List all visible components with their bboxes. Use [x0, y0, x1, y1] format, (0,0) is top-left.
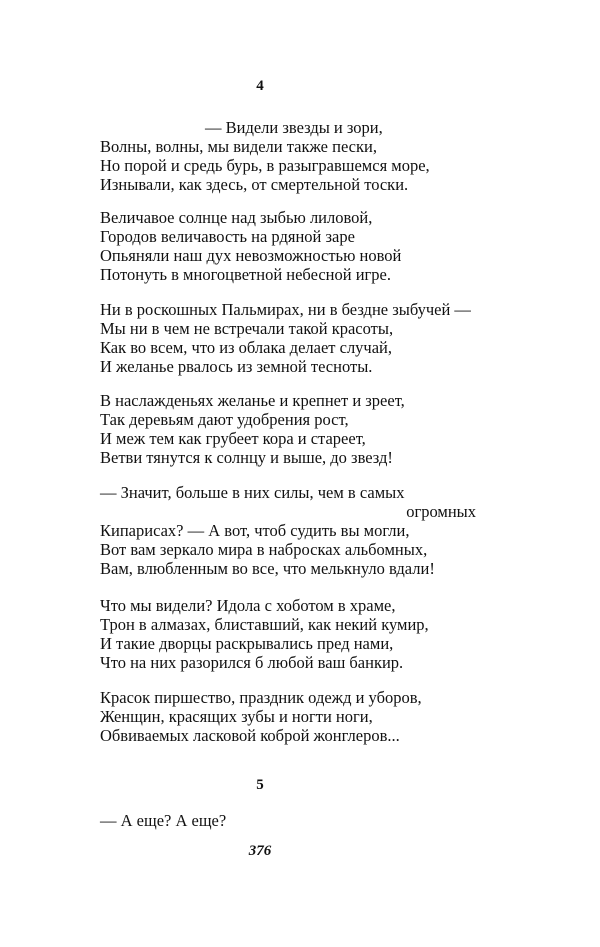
stanza-7 — [100, 688, 490, 745]
stanza-1 — [100, 118, 490, 194]
stanza-6 — [100, 596, 490, 672]
poem-line: — Значит, больше в них силы, чем в самых — [100, 483, 405, 502]
stanza-2 — [100, 208, 490, 284]
stanza-4 — [100, 391, 490, 467]
poem-line: Кипарисах? — А вот, чтоб судить вы могли, — [100, 521, 410, 540]
poem-line: Мы ни в чем не встречали такой красоты, — [100, 319, 394, 338]
poem-line: — Видели звезды и зори, — [205, 118, 383, 137]
section-number-5: 5 — [256, 777, 264, 793]
poem-line: Величавое солнце над зыбью лиловой, — [100, 208, 373, 227]
stanza-5 — [100, 483, 490, 578]
poem-line: Потонуть в многоцветной небесной игре. — [100, 265, 391, 284]
poem-line: Что мы видели? Идола с хоботом в храме, — [100, 596, 396, 615]
poem-line: Обвиваемых ласковой коброй жонглеров... — [100, 726, 400, 745]
poem-line: Ветви тянутся к солнцу и выше, до звезд! — [100, 448, 393, 467]
poem-line: Женщин, красящих зубы и ногти ноги, — [100, 707, 373, 726]
poem-line: В наслажденьях желанье и крепнет и зреет, — [100, 391, 405, 410]
poem-line: Красок пиршество, праздник одежд и уборов, — [100, 688, 422, 707]
stanza-8 — [100, 811, 490, 830]
poem-line-overflow: огромных — [406, 502, 476, 521]
poem-line: И такие дворцы раскрывались пред нами, — [100, 634, 394, 653]
stanza-3 — [100, 300, 490, 376]
poem-line: Трон в алмазах, блиставший, как некий кумир, — [100, 615, 429, 634]
poem-line: Но порой и средь бурь, в разыгравшемся море, — [100, 156, 430, 175]
poem-line: Вот вам зеркало мира в набросках альбомных, — [100, 540, 428, 559]
poem-line: И меж тем как грубеет кора и стареет, — [100, 429, 366, 448]
poem-line: Как во всем, что из облака делает случай, — [100, 338, 393, 357]
page-number: 376 — [248, 843, 272, 859]
poem-line: Изнывали, как здесь, от смертельной тоски. — [100, 175, 409, 194]
poem-line: Городов величавость на рдяной заре — [100, 227, 355, 246]
poem-line: Опьяняли наш дух невозможностью новой — [100, 246, 402, 265]
poem-line: Волны, волны, мы видели также пески, — [100, 137, 377, 156]
poem-line: Так деревьям дают удобрения рост, — [100, 410, 349, 429]
poem-line: Вам, влюбленным во все, что мелькнуло вдали! — [100, 559, 435, 578]
poem-line: Ни в роскошных Пальмирах, ни в бездне зыбучей — — [100, 300, 471, 319]
section-number-4: 4 — [256, 78, 264, 94]
poem-line: — А еще? А еще? — [100, 811, 227, 830]
poem-line: И желанье рвалось из земной тесноты. — [100, 357, 373, 376]
poem-line: Что на них разорился б любой ваш банкир. — [100, 653, 404, 672]
